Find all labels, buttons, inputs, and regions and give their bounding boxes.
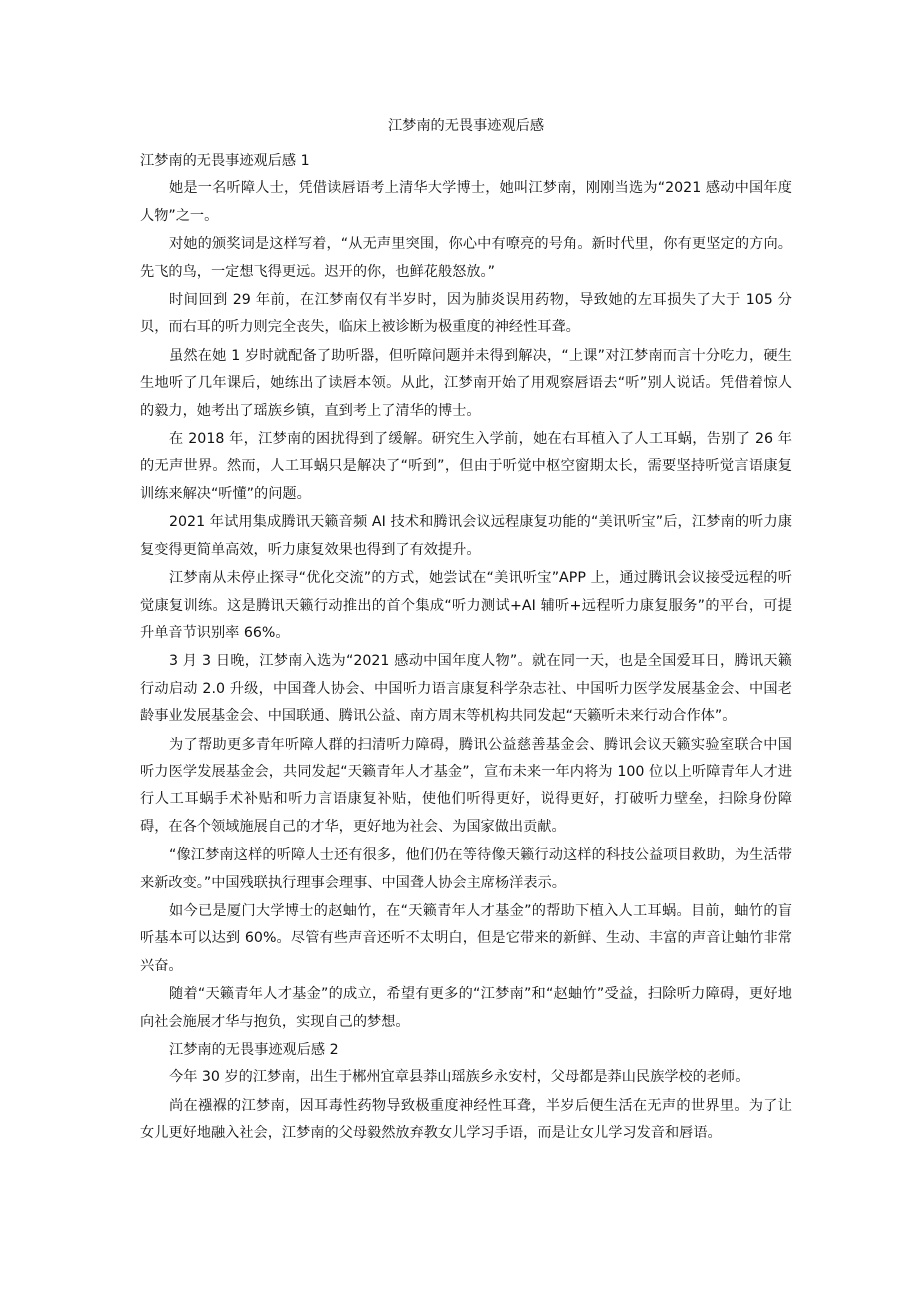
section-2-body — [140, 1064, 792, 1147]
paragraph: 如今已是厦门大学博士的赵蚰竹，在“天籁青年人才基金”的帮助下植入人工耳蜗。目前，蚰竹的盲听基本可以达到 60%。尽管有些声音还听不太明白，但是它带来的新鲜、生动、丰富的声音让蚰竹非常兴奋。 — [140, 902, 792, 974]
paragraph: 时间回到 29 年前，在江梦南仅有半岁时，因为肺炎误用药物，导致她的左耳损失了大于 105 分贝，而右耳的听力则完全丧失，临床上被诊断为极重度的神经性耳聋。 — [140, 292, 792, 336]
paragraph: 3 月 3 日晚，江梦南入选为“2021 感动中国年度人物”。就在同一天，也是全国爱耳日，腾讯天籁行动启动 2.0 升级，中国聋人协会、中国听力语言康复科学杂志社、中国听力医学发展基金会、中国老龄事业发展基金会、中国联通、腾讯公益、南方周末等机构共同发起“天籁听未来行动合作体”。 — [140, 653, 792, 725]
paragraph: 2021 年试用集成腾讯天籁音频 AI 技术和腾讯会议远程康复功能的“美讯听宝”后，江梦南的听力康复变得更简单高效，听力康复效果也得到了有效提升。 — [140, 514, 792, 558]
paragraph: 今年 30 岁的江梦南，出生于郴州宜章县莽山瑶族乡永安村，父母都是莽山民族学校的老师。 — [169, 1069, 750, 1086]
document-page — [140, 112, 792, 1149]
document-title: 江梦南的无畏事迹观后感 — [387, 118, 545, 134]
paragraph: 为了帮助更多青年听障人群的扫清听力障碍，腾讯公益慈善基金会、腾讯会议天籁实验室联合中国听力医学发展基金会，共同发起“天籁青年人才基金”，宣布未来一年内将为 100 位以上听障青年人才进行人工耳蜗手术补贴和听力言语康复补贴，使他们听得更好，说得更好，打破听力壁垒，扫除身份障碍，在各个领域施展自己的才华，更好地为社会、为国家做出贡献。 — [140, 736, 792, 835]
paragraph: 随着“天籁青年人才基金”的成立，希望有更多的“江梦南”和“赵蚰竹”受益，扫除听力障碍，更好地向社会施展才华与抱负，实现自己的梦想。 — [140, 986, 792, 1030]
section-1-heading: 江梦南的无畏事迹观后感 1 — [140, 153, 310, 169]
paragraph: 对她的颁奖词是这样写着，“从无声里突围，你心中有嘹亮的号角。新时代里，你有更坚定的方向。先飞的鸟，一定想飞得更远。迟开的你，也鲜花般怒放。” — [140, 236, 792, 280]
paragraph: 尚在襁褓的江梦南，因耳毒性药物导致极重度神经性耳聋，半岁后便生活在无声的世界里。为了让女儿更好地融入社会，江梦南的父母毅然放弃教女儿学习手语，而是让女儿学习发音和唇语。 — [140, 1097, 792, 1142]
paragraph: 虽然在她 1 岁时就配备了助听器，但听障问题并未得到解决，“上课”对江梦南而言十分吃力，硬生生地听了几年课后，她练出了读唇本领。从此，江梦南开始了用观察唇语去“听”别人说话。凭借着惊人的毅力，她考出了瑶族乡镇，直到考上了清华的博士。 — [140, 347, 792, 419]
paragraph: “像江梦南这样的听障人士还有很多，他们仍在等待像天籁行动这样的科技公益项目救助，为生活带来新改变。”中国残联执行理事会理事、中国聋人协会主席杨洋表示。 — [140, 847, 792, 891]
section-2-heading: 江梦南的无畏事迹观后感 2 — [169, 1042, 339, 1058]
section-1-body — [140, 175, 792, 1036]
paragraph: 江梦南从未停止探寻“优化交流”的方式，她尝试在“美讯听宝”APP 上，通过腾讯会议接受远程的听觉康复训练。这是腾讯天籁行动推出的首个集成“听力测试+AI 辅听+远程听力康复服务”的平台，可提升单音节识别率 66%。 — [140, 570, 792, 641]
paragraph: 她是一名听障人士，凭借读唇语考上清华大学博士，她叫江梦南，刚刚当选为“2021 感动中国年度人物”之一。 — [140, 180, 792, 224]
paragraph: 在 2018 年，江梦南的困扰得到了缓解。研究生入学前，她在右耳植入了人工耳蜗，告别了 26 年的无声世界。然而，人工耳蜗只是解决了“听到”，但由于听觉中枢空窗期太长，需要坚持听觉言语康复训练来解决“听懂”的问题。 — [140, 431, 792, 502]
